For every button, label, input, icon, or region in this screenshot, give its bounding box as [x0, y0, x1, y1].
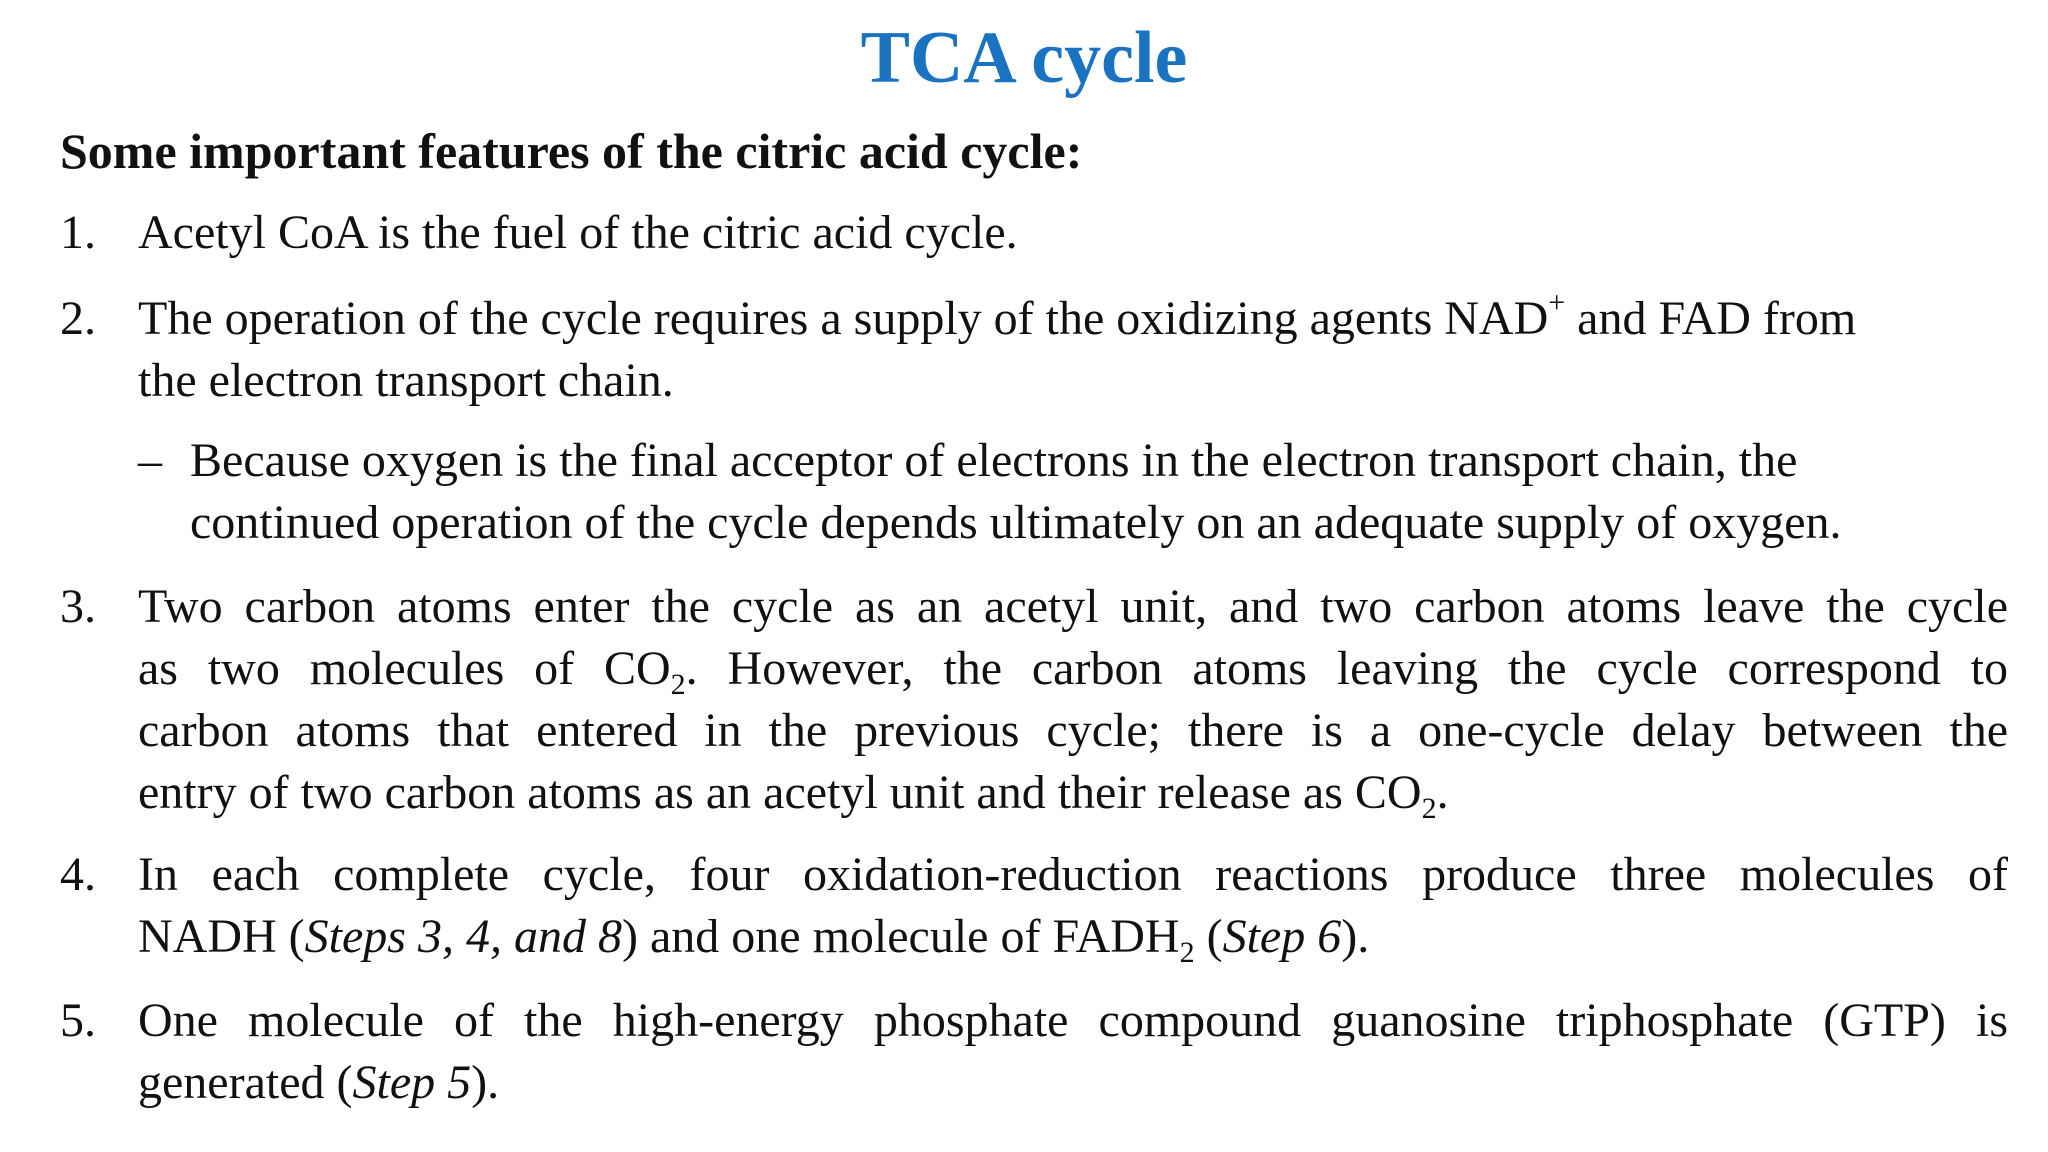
superscript: + [1548, 286, 1566, 319]
item-line [138, 762, 2008, 824]
list-item-1 [60, 202, 2008, 264]
slide-title: TCA cycle [860, 17, 1188, 99]
list-item-4 [60, 844, 2008, 968]
item-line [138, 288, 2008, 350]
subscript: 2 [1421, 792, 1437, 825]
item-number: 3. [60, 580, 96, 633]
text-run: entry of two carbon atoms as an acetyl unit and their release as CO [138, 766, 1422, 819]
item-line [138, 638, 2008, 700]
item-line: Because oxygen is the final acceptor of electrons in the electron transport chain, the [190, 434, 1798, 487]
subscript: 2 [1179, 936, 1195, 969]
item-number: 2. [60, 292, 96, 345]
list-item-2 [60, 288, 2008, 412]
item-number: 5. [60, 994, 96, 1047]
subscript: 2 [670, 668, 686, 701]
text-run: The operation of the cycle requires a supply of the oxidizing agents NAD [138, 292, 1549, 345]
item-line [138, 1052, 2008, 1114]
text-run: ) and one molecule of FADH [621, 910, 1180, 963]
dash-bullet: – [138, 434, 162, 487]
list-item-3 [60, 576, 2008, 824]
item-line: One molecule of the high-energy phosphate compound guanosine triphosphate (GTP) is [138, 994, 2008, 1047]
text-run: ). [471, 1056, 500, 1109]
text-run: ( [1194, 910, 1223, 963]
item-line: carbon atoms that entered in the previous cycle; there is a one-cycle delay between the [138, 704, 2008, 757]
text-run: generated ( [138, 1056, 353, 1109]
item-line: Two carbon atoms enter the cycle as an acetyl unit, and two carbon atoms leave the cycle [138, 580, 2008, 633]
text-run: as two molecules of CO [138, 642, 671, 695]
list-item-5 [60, 990, 2008, 1114]
text-run: NADH ( [138, 910, 305, 963]
text-run: . [1436, 766, 1449, 819]
italic-run: Step 6 [1222, 910, 1342, 963]
item-text: Acetyl CoA is the fuel of the citric acid cycle. [138, 206, 1018, 259]
slide-subtitle: Some important features of the citric acid cycle: [60, 123, 1083, 179]
italic-run: Step 5 [352, 1056, 472, 1109]
item-number: 1. [60, 206, 96, 259]
italic-run: Steps 3, 4, and 8 [304, 910, 622, 963]
text-run: and FAD from [1565, 292, 1857, 345]
sub-list-item [138, 430, 2008, 554]
text-run: ). [1341, 910, 1370, 963]
item-line: continued operation of the cycle depends ultimately on an adequate supply of oxygen. [190, 496, 1842, 549]
item-number: 4. [60, 848, 96, 901]
item-line: In each complete cycle, four oxidation-reduction reactions produce three molecules of [138, 848, 2008, 901]
text-run: . However, the carbon atoms leaving the cycle correspond to [685, 642, 2009, 695]
item-line [138, 906, 2008, 968]
item-line: the electron transport chain. [138, 354, 674, 407]
